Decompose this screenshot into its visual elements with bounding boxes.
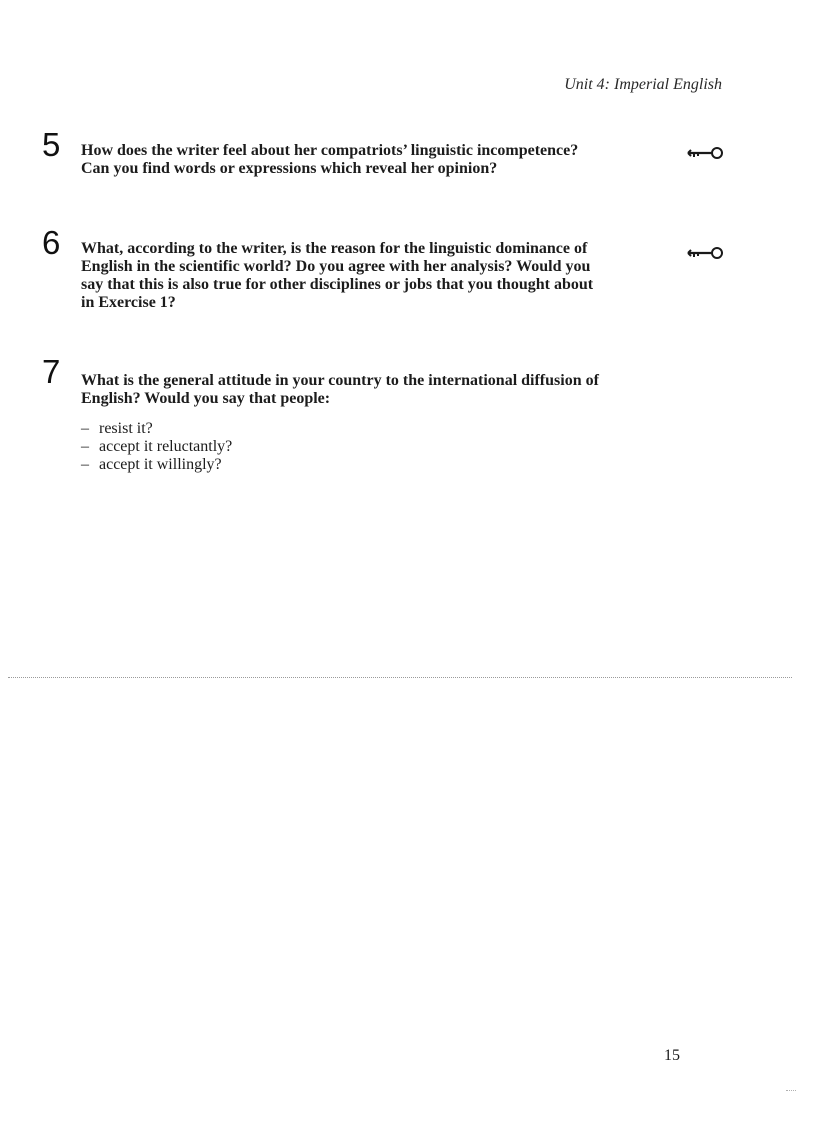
answer-options	[81, 420, 641, 474]
exercise-question	[81, 142, 641, 178]
section-divider	[8, 677, 792, 678]
page-number: 15	[664, 1047, 680, 1064]
exercise-number: 6	[42, 224, 61, 261]
option-item	[81, 438, 641, 456]
exercise-number: 7	[42, 353, 61, 390]
dash-marker: –	[81, 456, 89, 473]
running-header: Unit 4: Imperial English	[564, 76, 722, 93]
question-line: in Exercise 1?	[81, 294, 176, 311]
dash-marker: –	[81, 438, 89, 455]
question-line: What, according to the writer, is the reason for the linguistic dominance of	[81, 240, 588, 257]
option-text: accept it reluctantly?	[99, 438, 233, 455]
dash-marker: –	[81, 420, 89, 437]
key-icon	[684, 144, 724, 160]
question-line: How does the writer feel about her compatriots’ linguistic incompetence?	[81, 142, 579, 159]
question-line: Can you find words or expressions which reveal her opinion?	[81, 160, 498, 177]
exercise-number: 5	[42, 126, 61, 163]
option-item	[81, 456, 641, 474]
option-text: resist it?	[99, 420, 153, 437]
key-icon	[684, 244, 724, 260]
question-line: English? Would you say that people:	[81, 390, 331, 407]
question-line: say that this is also true for other disciplines or jobs that you thought about	[81, 276, 594, 293]
question-line: What is the general attitude in your country to the international diffusion of	[81, 372, 599, 389]
exercise-question	[81, 372, 641, 474]
question-line: English in the scientific world? Do you agree with her analysis? Would you	[81, 258, 591, 275]
option-text: accept it willingly?	[99, 456, 222, 473]
corner-crop-mark	[786, 1090, 796, 1091]
exercise-question	[81, 240, 641, 312]
option-item	[81, 420, 641, 438]
